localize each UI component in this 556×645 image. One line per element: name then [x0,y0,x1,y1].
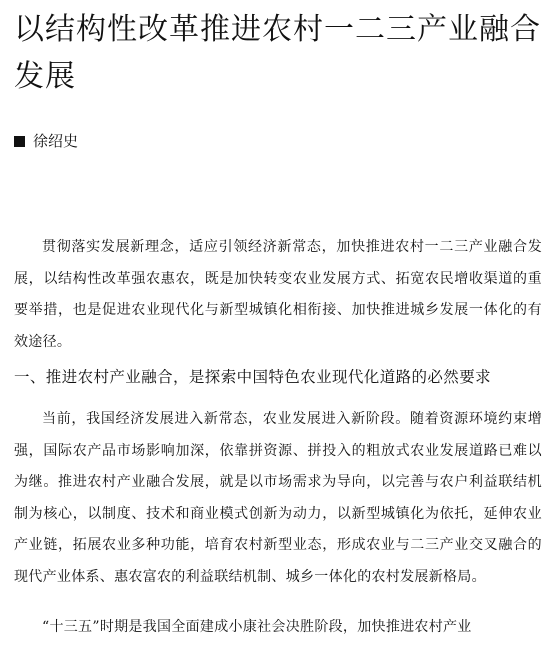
author-name: 徐绍史 [33,132,79,150]
body-paragraph: “十三五”时期是我国全面建成小康社会决胜阶段，加快推进农村产业 [42,619,472,635]
section-heading: 一、推进农村产业融合，是探索中国特色农业现代化道路的必然要求 [14,368,492,386]
black-square-icon [14,136,25,147]
author-byline [14,130,78,152]
article-title: 以结构性改革推进农村一二三产业融合发展 [14,12,541,94]
body-paragraph: 当前，我国经济发展进入新常态，农业发展进入新阶段。随着资源环境约束增强，国际农产品市场影响加深，依靠拼资源、拼投入的粗放式农业发展道路已难以为继。推进农村产业融合发展，就是以市场需求为导向，以完善与农户利益联结机制为核心，以制度、技术和商业模式创新为动力，以新型城镇化为依托，延伸农业产业链，拓展农业多种功能，培育农村新型业态，形成农业与二三产业交叉融合的现代产业体系、惠农富农的利益联结机制、城乡一体化的农村发展新格局。 [14,411,542,585]
intro-paragraph: 贯彻落实发展新理念，适应引领经济新常态，加快推进农村一二三产业融合发展，以结构性改革强农惠农，既是加快转变农业发展方式、拓宽农民增收渠道的重要举措，也是促进农业现代化与新型城镇化相衔接、加快推进城乡发展一体化的有效途径。 [14,239,542,350]
